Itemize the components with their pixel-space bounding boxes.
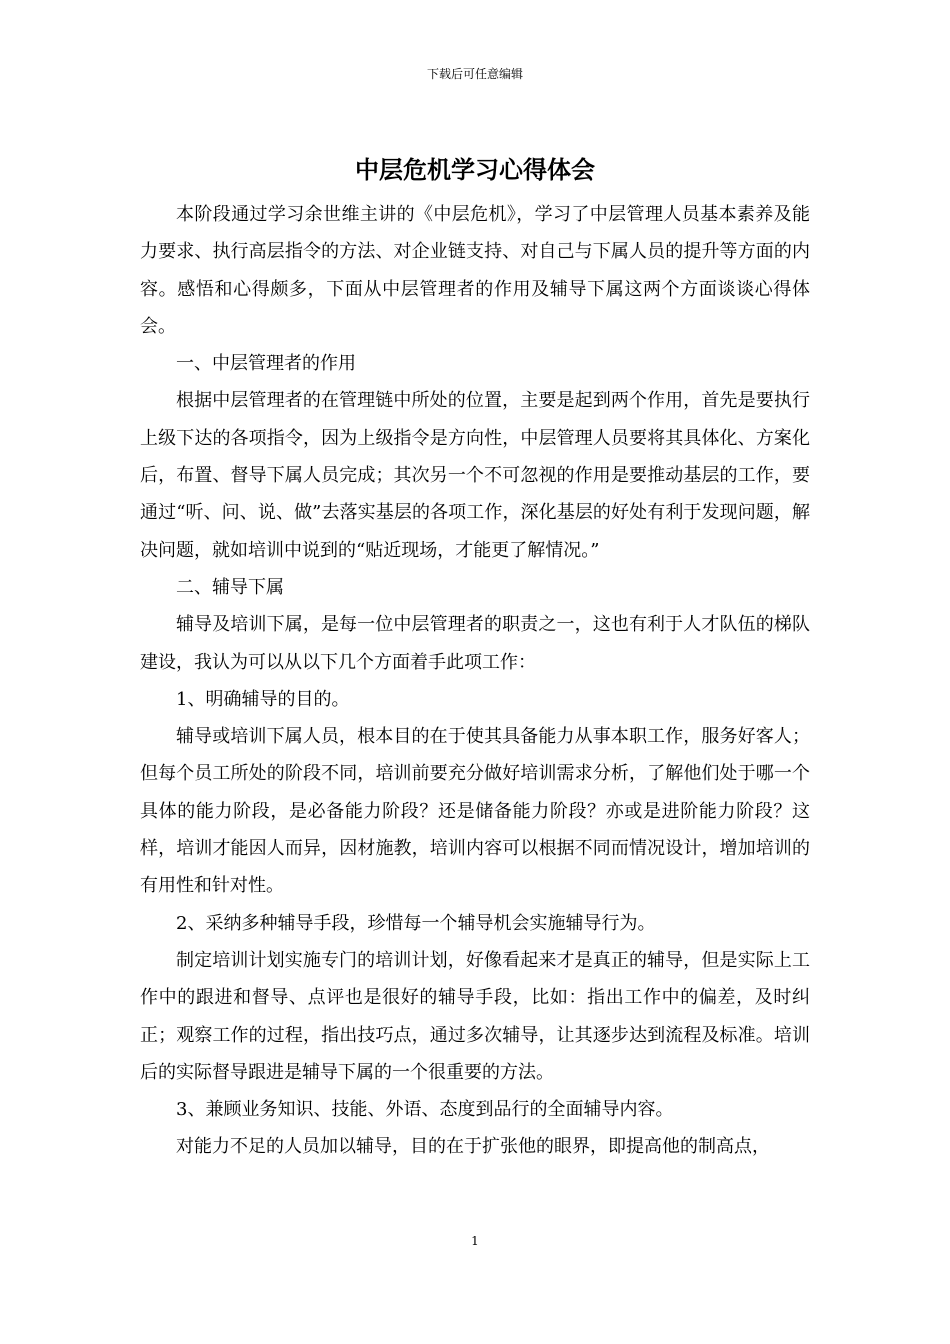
section-heading-role: 一、中层管理者的作用	[176, 353, 356, 375]
paragraph-methods: 制定培训计划实施专门的培训计划，好像看起来才是真正的辅导，但是实际上工作中的跟进和督导、点评也是很好的辅导手段，比如：指出工作中的偏差，及时纠正；观察工作的过程，指出技巧点，通过多次辅导，让其逐步达到流程及标准。培训后的实际督导跟进是辅导下属的一个很重要的方法。	[140, 949, 810, 1083]
document-body	[140, 196, 810, 1166]
paragraph-content: 对能力不足的人员加以辅导，目的在于扩张他的眼界，即提高他的制高点，	[176, 1136, 770, 1158]
paragraph-goal: 辅导或培训下属人员，根本目的在于使其具备能力从事本职工作，服务好客人；但每个员工所处的阶段不同，培训前要充分做好培训需求分析，了解他们处于哪一个具体的能力阶段，是必备能力阶段？还是储备能力阶段？亦或是进阶能力阶段？这样，培训才能因人而异，因材施教，培训内容可以根据不同而情况设计，增加培训的有用性和针对性。	[140, 726, 810, 897]
paragraph-coaching: 辅导及培训下属，是每一位中层管理者的职责之一，这也有利于人才队伍的梯队建设，我认为可以从以下几个方面着手此项工作：	[140, 614, 810, 673]
download-note: 下载后可任意编辑	[426, 67, 523, 81]
subheading-methods: 2、采纳多种辅导手段，珍惜每一个辅导机会实施辅导行为。	[176, 912, 656, 934]
document-title: 中层危机学习心得体会	[355, 155, 595, 184]
paragraph-intro: 本阶段通过学习余世维主讲的《中层危机》，学习了中层管理人员基本素养及能力要求、执行高层指令的方法、对企业链支持、对自己与下属人员的提升等方面的内容。感悟和心得颇多，下面从中层管理者的作用及辅导下属这两个方面谈谈心得体会。	[140, 204, 810, 337]
paragraph-role: 根据中层管理者的在管理链中所处的位置，主要是起到两个作用，首先是要执行上级下达的各项指令，因为上级指令是方向性，中层管理人员要将其具体化、方案化后，布置、督导下属人员完成；其次另一个不可忽视的作用是要推动基层的工作，要通过“听、问、说、做”去落实基层的各项工作，深化基层的好处有利于发现问题，解决问题，就如培训中说到的“贴近现场，才能更了解情况。”	[140, 390, 810, 561]
page-number: 1	[471, 1234, 479, 1248]
section-heading-coaching: 二、辅导下属	[176, 576, 284, 598]
subheading-content: 3、兼顾业务知识、技能、外语、态度到品行的全面辅导内容。	[176, 1099, 674, 1121]
subheading-goal: 1、明确辅导的目的。	[176, 688, 350, 710]
